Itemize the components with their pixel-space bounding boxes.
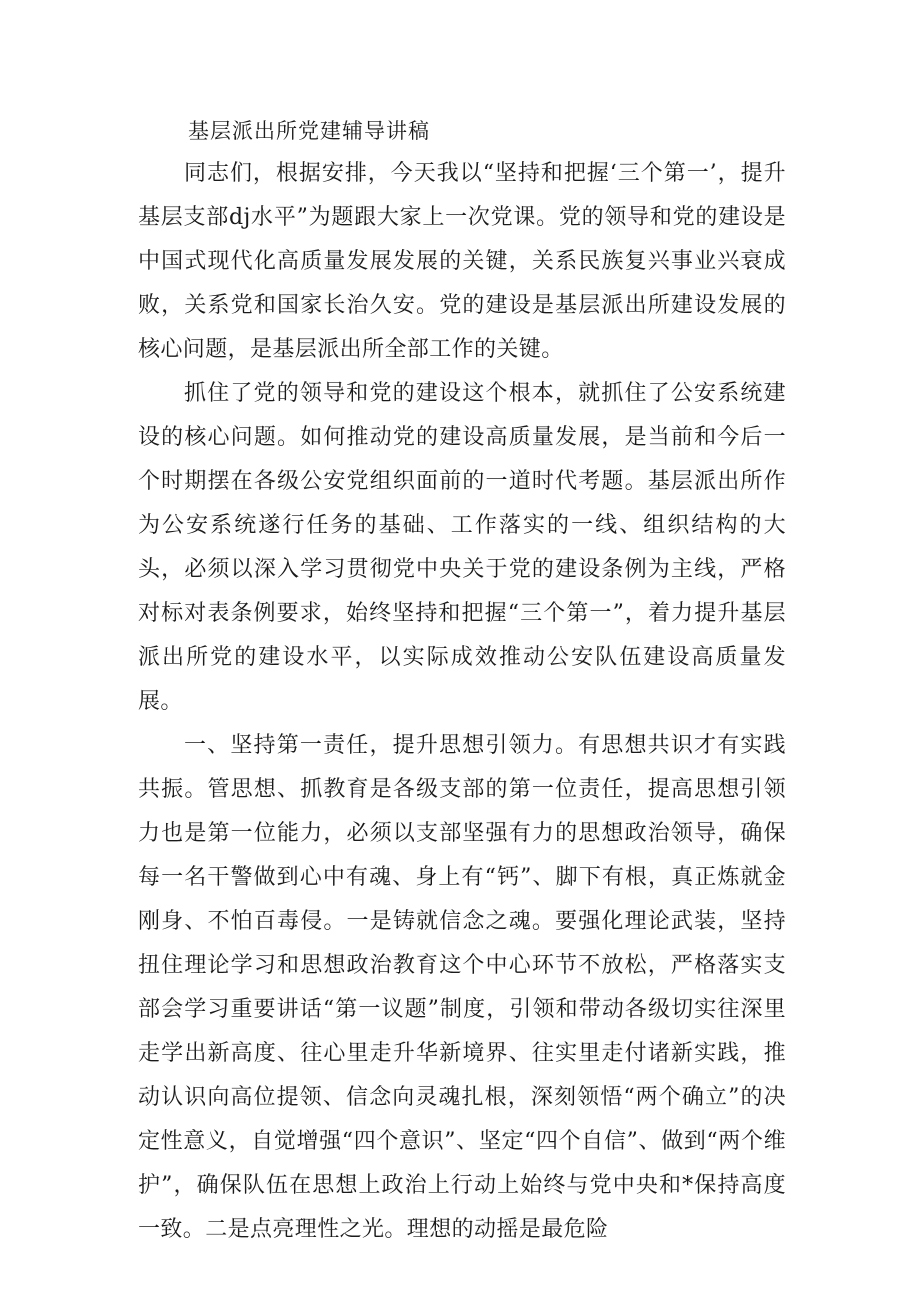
document-body	[138, 110, 786, 1252]
paragraph-first-responsibility: 一、坚持第一责任，提升思想引领力。有思想共识才有实践共振。管思想、抓教育是各级支部的第一位责任，提高思想引领力也是第一位能力，必须以支部坚强有力的思想政治领导，确保每一名干警做到心中有魂、身上有“钙”、脚下有根，真正炼就金刚身、不怕百毒侵。一是铸就信念之魂。要强化理论武装，坚持扭住理论学习和思想政治教育这个中心环节不放松，严格落实支部会学习重要讲话“第一议题”制度，引领和带动各级切实往深里走学出新高度、往心里走升华新境界、往实里走付诸新实践，推动认识向高位提领、信念向灵魂扎根，深刻领悟“两个确立”的决定性意义，自觉增强“四个意识”、坚定“四个自信”、做到“两个维护”，确保队伍在思想上政治上行动上始终与党中央和*保持高度一致。二是点亮理性之光。理想的动摇是最危险	[138, 733, 786, 1242]
paragraph-intro: 同志们，根据安排，今天我以“坚持和把握‘三个第一’，提升基层支部dj水平”为题跟大家上一次党课。党的领导和党的建设是中国式现代化高质量发展发展的关键，关系民族复兴事业兴衰成败，关系党和国家长治久安。党的建设是基层派出所建设发展的核心问题，是基层派出所全部工作的关键。	[138, 161, 786, 362]
document-title: 基层派出所党建辅导讲稿	[188, 119, 430, 143]
paragraph-core-issue: 抓住了党的领导和党的建设这个根本，就抓住了公安系统建设的核心问题。如何推动党的建设高质量发展，是当前和今后一个时期摆在各级公安党组织面前的一道时代考题。基层派出所作为公安系统遂行任务的基础、工作落实的一线、组织结构的大头，必须以深入学习贯彻党中央关于党的建设条例为主线，严格对标对表条例要求，始终坚持和把握“三个第一”，着力提升基层派出所党的建设水平，以实际成效推动公安队伍建设高质量发展。	[138, 381, 786, 714]
